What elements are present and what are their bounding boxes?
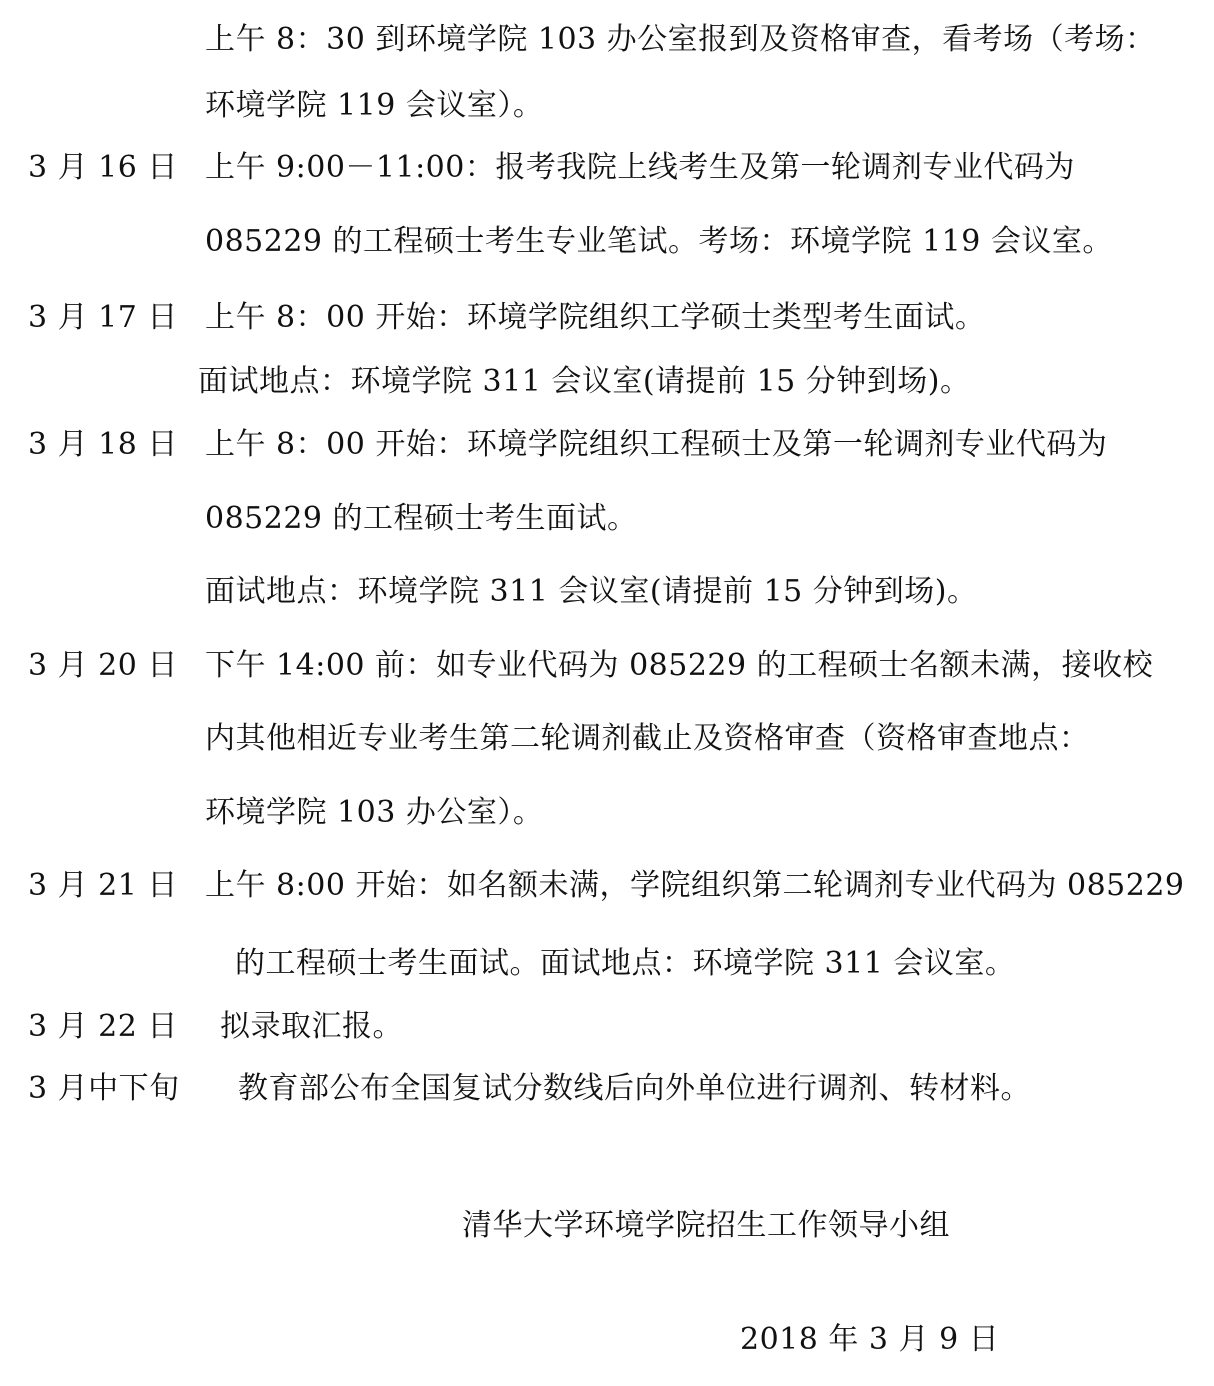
entry-text-line: 上午 8：30 到环境学院 103 办公室报到及资格审查，看考场（考场： (205, 22, 1156, 57)
entry-text-line: 下午 14:00 前：如专业代码为 085229 的工程硕士名额未满，接收校 (205, 648, 1154, 683)
entry-date: 3 月 21 日 (28, 868, 178, 903)
entry-text-line: 的工程硕士考生面试。面试地点：环境学院 311 会议室。 (235, 946, 1016, 981)
entry-text-line: 教育部公布全国复试分数线后向外单位进行调剂、转材料。 (238, 1071, 1031, 1106)
entry-text-line: 环境学院 103 办公室）。 (205, 795, 544, 830)
entry-date: 3 月 22 日 (28, 1009, 178, 1044)
entry-text-line: 面试地点：环境学院 311 会议室(请提前 15 分钟到场)。 (198, 364, 971, 399)
entry-text-line: 上午 9:00－11:00：报考我院上线考生及第一轮调剂专业代码为 (205, 150, 1075, 185)
entry-text-line: 上午 8:00 开始：如名额未满，学院组织第二轮调剂专业代码为 085229 (205, 868, 1185, 903)
entry-date: 3 月 16 日 (28, 150, 178, 185)
signature-date: 2018 年 3 月 9 日 (740, 1322, 1000, 1357)
entry-text-line: 085229 的工程硕士考生专业笔试。考场：环境学院 119 会议室。 (205, 224, 1113, 259)
signature-organization: 清华大学环境学院招生工作领导小组 (462, 1208, 950, 1243)
entry-text-line: 上午 8：00 开始：环境学院组织工学硕士类型考生面试。 (205, 300, 986, 335)
entry-text-line: 内其他相近专业考生第二轮调剂截止及资格审查（资格审查地点： (205, 721, 1090, 756)
entry-text-line: 拟录取汇报。 (220, 1009, 403, 1044)
entry-date: 3 月中下旬 (28, 1071, 180, 1106)
entry-text-line: 上午 8：00 开始：环境学院组织工程硕士及第一轮调剂专业代码为 (205, 427, 1108, 462)
entry-date: 3 月 18 日 (28, 427, 178, 462)
entry-date: 3 月 20 日 (28, 648, 178, 683)
entry-text-line: 环境学院 119 会议室）。 (205, 88, 544, 123)
entry-text-line: 085229 的工程硕士考生面试。 (205, 501, 638, 536)
entry-date: 3 月 17 日 (28, 300, 178, 335)
entry-text-line: 面试地点：环境学院 311 会议室(请提前 15 分钟到场)。 (205, 574, 978, 609)
